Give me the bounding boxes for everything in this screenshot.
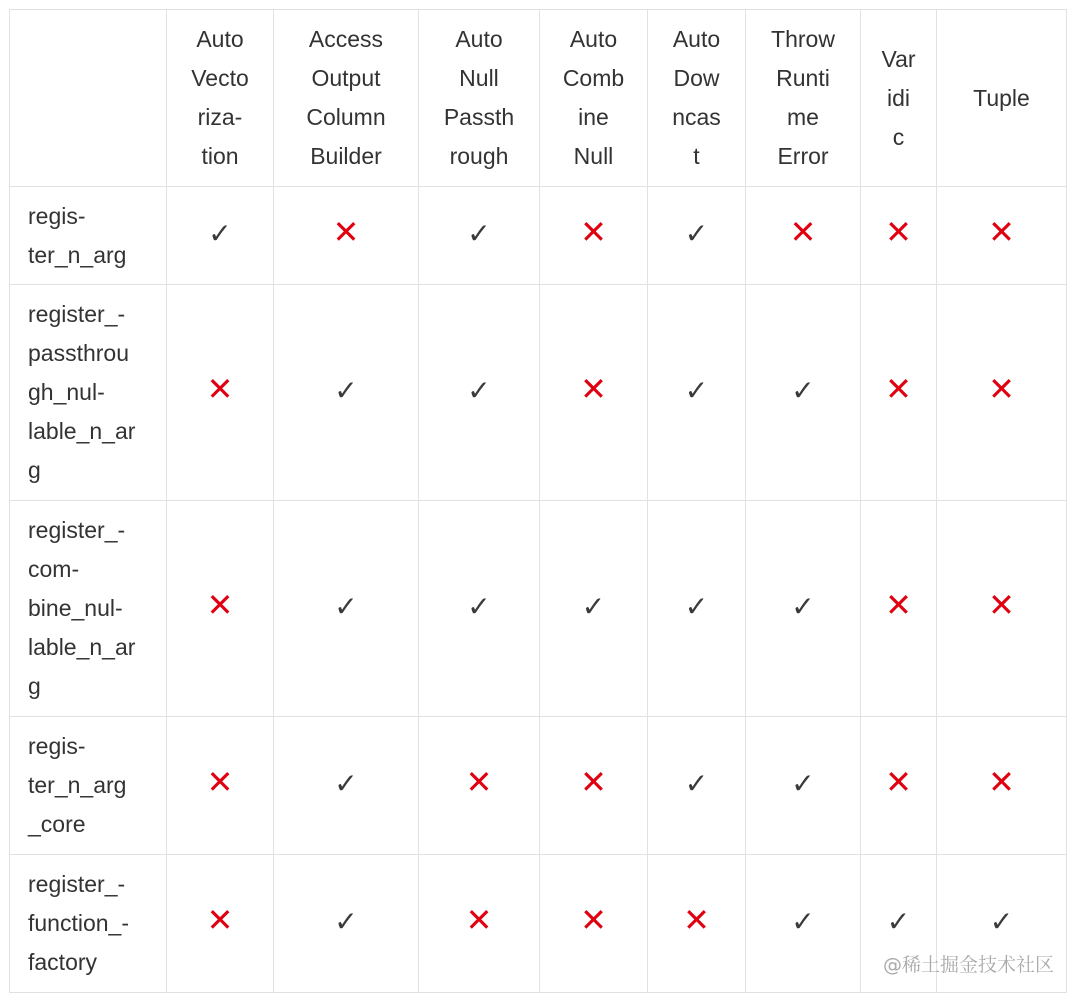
column-header-label: Auto Vecto riza- tion [191,26,249,169]
row-label: register_- com- bine_nul- lable_n_ar g [28,517,136,699]
cross-icon: ✕ [332,213,360,251]
column-header [540,10,648,187]
row-label-cell [10,855,167,993]
row-label: regis- ter_n_arg [28,202,127,268]
column-header-label: Auto Comb ine Null [562,26,625,169]
cross-icon: ✕ [206,586,234,624]
mark-cell [937,717,1067,855]
cross-icon: ✕ [465,901,493,939]
mark-cell [274,855,419,993]
mark-cell [746,717,861,855]
cross-icon: ✕ [580,370,607,408]
mark-cell [167,717,274,855]
mark-cell [419,855,540,993]
column-header [167,10,274,187]
checkmark-icon: ✓ [684,374,709,407]
row-label-cell [10,717,167,855]
cross-icon: ✕ [885,370,912,408]
checkmark-icon: ✓ [684,590,709,623]
checkmark-icon: ✓ [208,217,232,250]
checkmark-icon: ✓ [334,905,358,938]
cross-icon: ✕ [885,586,912,624]
row-label-cell [10,285,167,501]
row-label-cell [10,501,167,717]
row-label-cell [10,187,167,285]
cross-icon: ✕ [580,901,607,939]
table-row [10,717,1067,855]
mark-cell [540,187,648,285]
cross-icon: ✕ [580,763,607,801]
mark-cell [937,501,1067,717]
cross-icon: ✕ [885,213,912,251]
column-header-label: Tuple [973,84,1030,111]
row-label: register_- function_- factory [28,871,130,975]
cross-icon: ✕ [683,901,710,939]
mark-cell [648,285,746,501]
checkmark-icon: ✓ [334,590,358,623]
cross-icon: ✕ [206,370,234,408]
mark-cell [861,501,937,717]
mark-cell [937,187,1067,285]
mark-cell [419,187,540,285]
column-header-label: Var idi c [881,45,916,150]
column-header [746,10,861,187]
cross-icon: ✕ [465,763,493,801]
mark-cell [648,501,746,717]
mark-cell [167,285,274,501]
cross-icon: ✕ [988,370,1015,408]
column-header [937,10,1067,187]
checkmark-icon: ✓ [581,590,606,623]
checkmark-icon: ✓ [791,374,815,407]
row-label: register_- passthrou gh_nul- lable_n_ar g [28,301,136,483]
cross-icon: ✕ [580,213,607,251]
column-header [861,10,937,187]
mark-cell [274,717,419,855]
mark-cell [746,187,861,285]
mark-cell [540,501,648,717]
checkmark-icon: ✓ [467,217,491,250]
cross-icon: ✕ [789,213,817,251]
mark-cell [648,187,746,285]
mark-cell [540,285,648,501]
checkmark-icon: ✓ [791,590,815,623]
column-header [274,10,419,187]
column-header [648,10,746,187]
header-row [10,10,1067,187]
checkmark-icon: ✓ [791,905,815,938]
column-header-label: Access Output Column Builder [306,26,386,169]
mark-cell [540,717,648,855]
checkmark-icon: ✓ [886,905,911,938]
cross-icon: ✕ [988,586,1015,624]
mark-cell [861,717,937,855]
mark-cell [274,501,419,717]
cross-icon: ✕ [206,763,234,801]
mark-cell [648,855,746,993]
checkmark-icon: ✓ [334,767,358,800]
checkmark-icon: ✓ [684,767,709,800]
watermark: @稀土掘金技术社区 [882,954,1054,976]
column-header-label: Throw Runti me Error [771,26,835,169]
mark-cell [746,855,861,993]
mark-cell [746,285,861,501]
mark-cell [648,717,746,855]
checkmark-icon: ✓ [467,590,491,623]
mark-cell [419,717,540,855]
checkmark-icon: ✓ [334,374,358,407]
table-row [10,187,1067,285]
checkmark-icon: ✓ [791,767,815,800]
cross-icon: ✕ [206,901,234,939]
mark-cell [167,855,274,993]
mark-cell [274,285,419,501]
checkmark-icon: ✓ [467,374,491,407]
mark-cell [167,501,274,717]
cross-icon: ✕ [885,763,912,801]
mark-cell [861,285,937,501]
checkmark-icon: ✓ [989,905,1014,938]
checkmark-icon: ✓ [684,217,709,250]
cross-icon: ✕ [988,763,1015,801]
mark-cell [746,501,861,717]
mark-cell [419,501,540,717]
table-row [10,285,1067,501]
column-header-label: Auto Null Passth rough [443,26,515,169]
mark-cell [167,187,274,285]
mark-cell [419,285,540,501]
table-row [10,501,1067,717]
feature-matrix-table [9,9,1067,993]
mark-cell [274,187,419,285]
mark-cell [540,855,648,993]
corner-cell [10,10,167,187]
mark-cell [861,187,937,285]
column-header-label: Auto Dow ncas t [672,26,721,169]
cross-icon: ✕ [988,213,1015,251]
column-header [419,10,540,187]
row-label: regis- ter_n_arg _core [28,733,127,837]
mark-cell [937,285,1067,501]
